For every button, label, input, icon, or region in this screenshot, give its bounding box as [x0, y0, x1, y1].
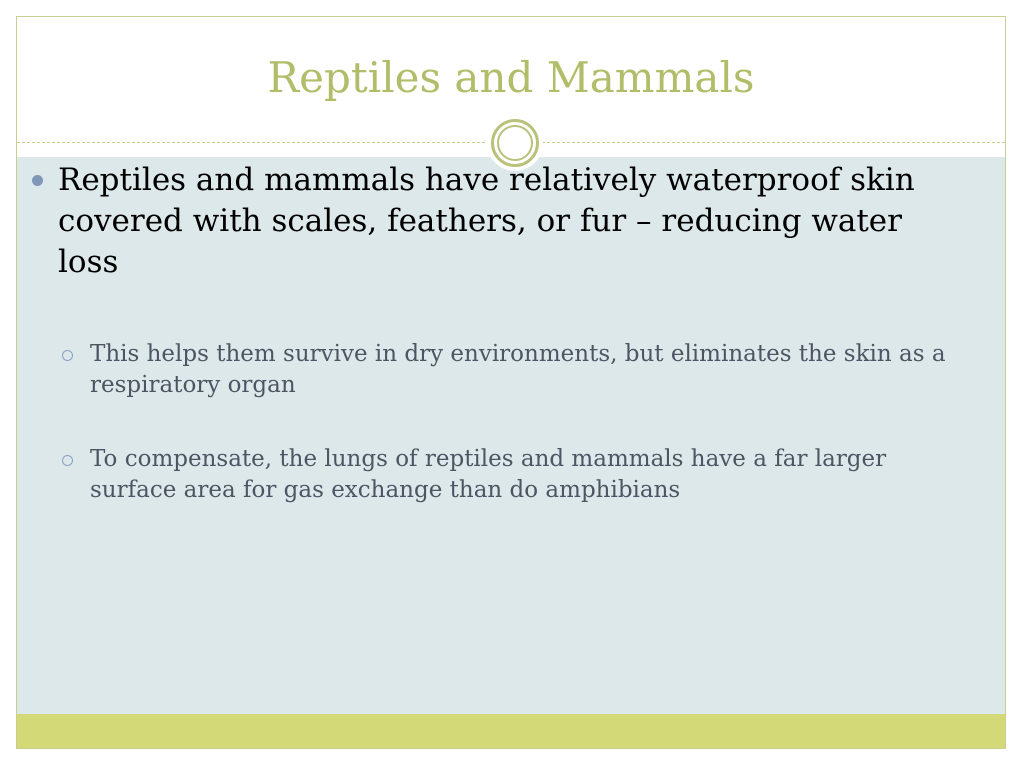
bullet-level1 [30, 160, 960, 283]
slide-title: Reptiles and Mammals [267, 53, 755, 102]
bullet-text: To compensate, the lungs of reptiles and mammals have a far larger surface area for gas exchange than do amphibians [90, 446, 887, 503]
hollow-circle-bullet-icon [62, 350, 73, 361]
footer-band [17, 714, 1005, 748]
hollow-circle-bullet-icon [62, 455, 73, 466]
ornament-inner-ring [497, 125, 533, 161]
bullet-level2 [30, 444, 960, 506]
slide-body [30, 160, 960, 506]
filled-circle-bullet-icon [32, 175, 43, 186]
bullet-level2 [30, 339, 960, 401]
bullet-text: This helps them survive in dry environments, but eliminates the skin as a respiratory organ [90, 341, 946, 398]
bullet-text: Reptiles and mammals have relatively waterproof skin covered with scales, feathers, or fur – reducing water loss [58, 162, 915, 280]
